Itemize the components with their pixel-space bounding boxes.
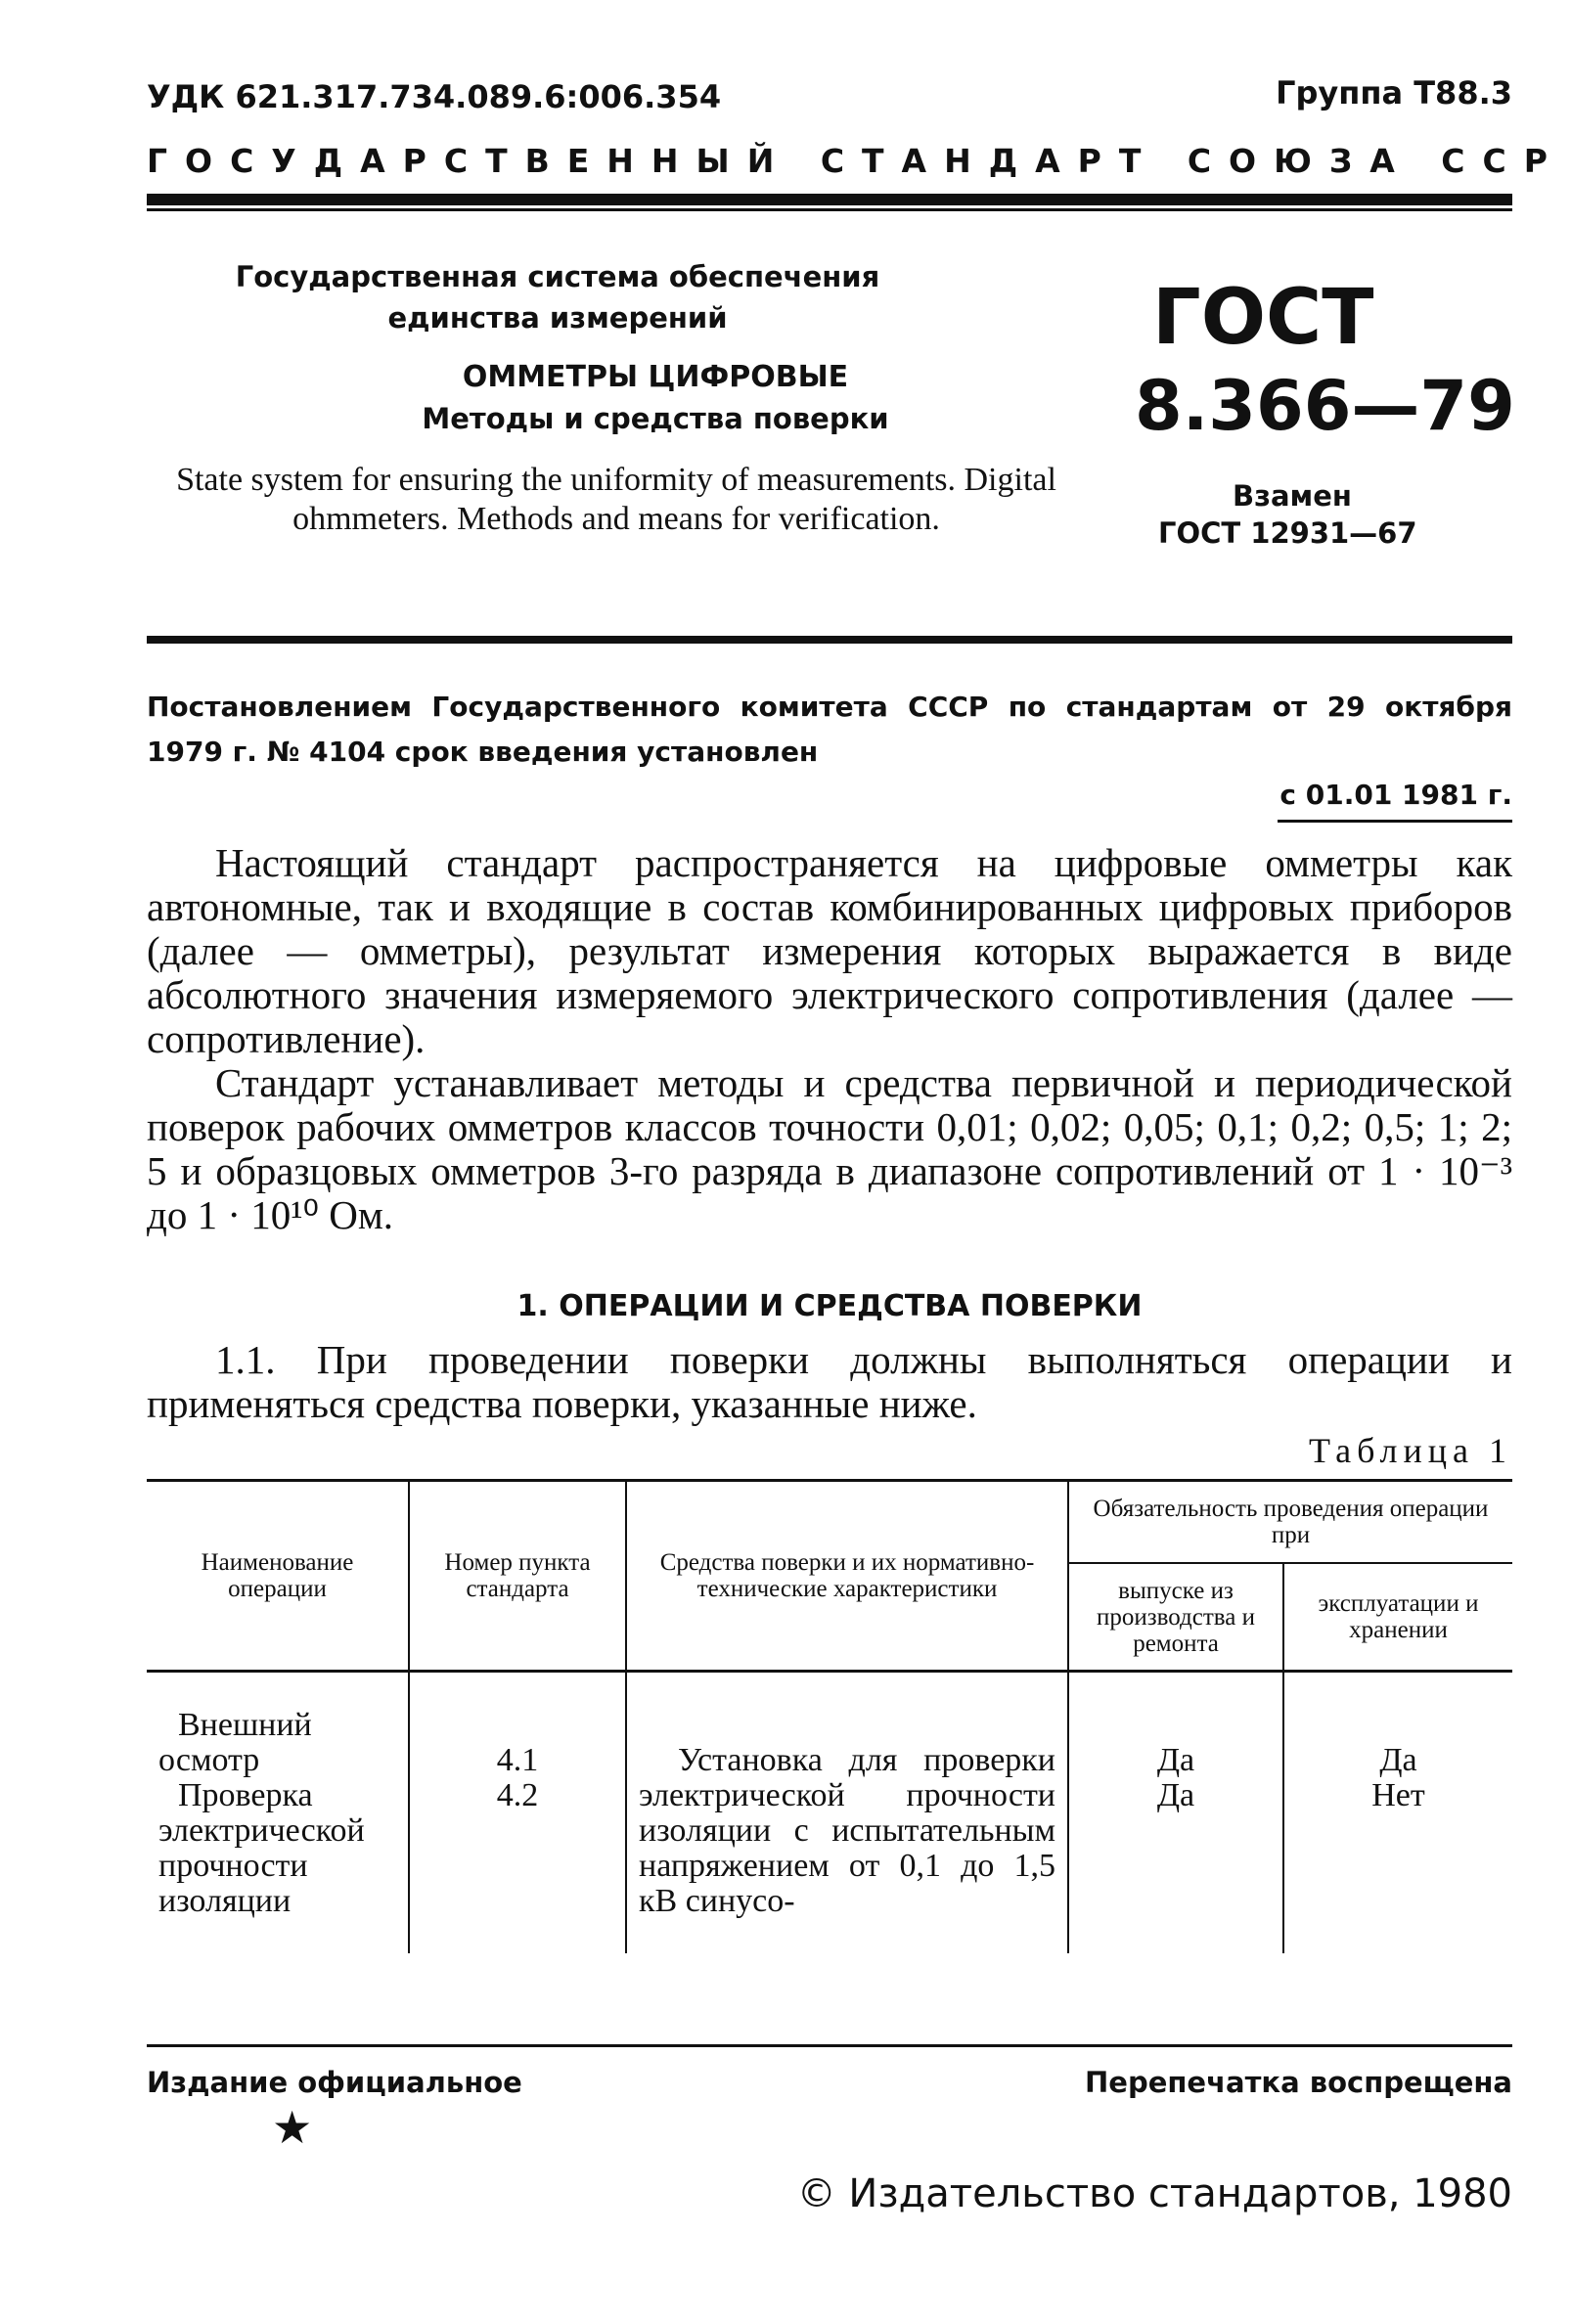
gost-number: 8.366—79 xyxy=(1135,366,1515,446)
title-block xyxy=(147,256,1164,539)
publisher-copyright: © Издательство стандартов, 1980 xyxy=(796,2171,1512,2216)
header-mandatory: Обязательность проведения операции при xyxy=(1068,1481,1512,1564)
operations-table xyxy=(147,1479,1512,1953)
header-clause: Номер пункта стандарта xyxy=(409,1481,626,1672)
footer-rule xyxy=(147,2044,1512,2047)
udc-code: УДК 621.317.734.089.6:006.354 xyxy=(147,78,722,115)
intro-paragraph-1: Настоящий стандарт распространяется на цифровые омметры как автономные, так и входящие в состав комбинированных цифровых приборов (далее — омметры), результат измерения которых выражается в виде абсолютного значения измеряемого электрического сопротивления (далее — сопротивление). xyxy=(147,840,1512,1061)
table-row xyxy=(147,1672,1512,1953)
section-heading: 1. ОПЕРАЦИИ И СРЕДСТВА ПОВЕРКИ xyxy=(516,1289,1143,1323)
means-cell xyxy=(626,1672,1068,1953)
section-paragraph xyxy=(147,1338,1512,1426)
section-rule xyxy=(147,636,1512,644)
storage-1: Да xyxy=(1379,1742,1417,1778)
header-operation-storage: эксплуатации и хранении xyxy=(1283,1563,1512,1672)
clause-cell xyxy=(409,1672,626,1953)
reprint-prohibited: Перепечатка воспрещена xyxy=(1085,2066,1512,2099)
operation-name-2: Проверка электрической прочности изоляции xyxy=(158,1777,365,1919)
storage-cell xyxy=(1283,1672,1512,1953)
release-cell xyxy=(1068,1672,1283,1953)
state-standard-heading: ГОСУДАРСТВЕННЫЙ СТАНДАРТ СОЮЗА ССР xyxy=(147,142,1565,180)
replaces-label: Взамен xyxy=(1233,479,1352,513)
official-edition: Издание официальное xyxy=(147,2066,522,2099)
main-title: ОММЕТРЫ ЦИФРОВЫЕ xyxy=(462,360,849,394)
intro-paragraph-2: Стандарт устанавливает методы и средства первичной и периодической поверок рабочих омметров классов точности 0,01; 0,02; 0,05; 0,1; 0,2; 0,5; 1; 2; 5 и образцовых омметров 3-го разряда в диапазоне сопротивлений от 1 · 10⁻³ до 1 · 10¹⁰ Ом. xyxy=(147,1060,1512,1237)
operation-cell xyxy=(147,1672,409,1953)
star-icon: ★ xyxy=(272,2101,313,2154)
english-title: State system for ensuring the uniformity of measurements. Digital ohmmeters. Methods and means for verification. xyxy=(176,462,1056,537)
clause-2: 4.2 xyxy=(496,1777,539,1813)
release-2: Да xyxy=(1156,1777,1195,1813)
top-rule-thin xyxy=(147,208,1512,211)
group-code: Группа Т88.3 xyxy=(1276,74,1512,112)
header-release: выпуске из производства и ремонта xyxy=(1068,1563,1283,1672)
operation-name-1: Внешний осмотр xyxy=(158,1707,312,1778)
section-paragraph-text: 1.1. При проведении поверки должны выполняться операции и применяться средства поверки, указанные ниже. xyxy=(147,1337,1512,1426)
clause-1: 4.1 xyxy=(496,1742,539,1778)
header-means: Средства поверки и их нормативно-технические характеристики xyxy=(626,1481,1068,1672)
release-1: Да xyxy=(1156,1742,1195,1778)
replaced-standard: ГОСТ 12931—67 xyxy=(1158,516,1417,550)
table-caption: Таблица 1 xyxy=(1309,1431,1512,1470)
top-rule xyxy=(147,194,1512,205)
system-title: Государственная система обеспечения единства измерений xyxy=(235,260,880,335)
storage-2: Нет xyxy=(1371,1777,1425,1813)
sub-title: Методы и средства поверки xyxy=(422,402,889,435)
effective-date: с 01.01 1981 г. xyxy=(1279,779,1512,811)
date-underline xyxy=(1278,820,1512,823)
decree-text: Постановлением Государственного комитета СССР по стандартам от 29 октября 1979 г. № 4104 срок введения установлен xyxy=(147,691,1512,768)
intro-text xyxy=(147,841,1512,1237)
header-operation: Наименование операции xyxy=(147,1481,409,1672)
means-2: Установка для проверки электрической прочности изоляции с испытательным напряжением от 0,1 до 1,5 кВ синусо- xyxy=(639,1742,1055,1919)
gost-label: ГОСТ xyxy=(1152,274,1374,362)
table-header-row xyxy=(147,1481,1512,1564)
